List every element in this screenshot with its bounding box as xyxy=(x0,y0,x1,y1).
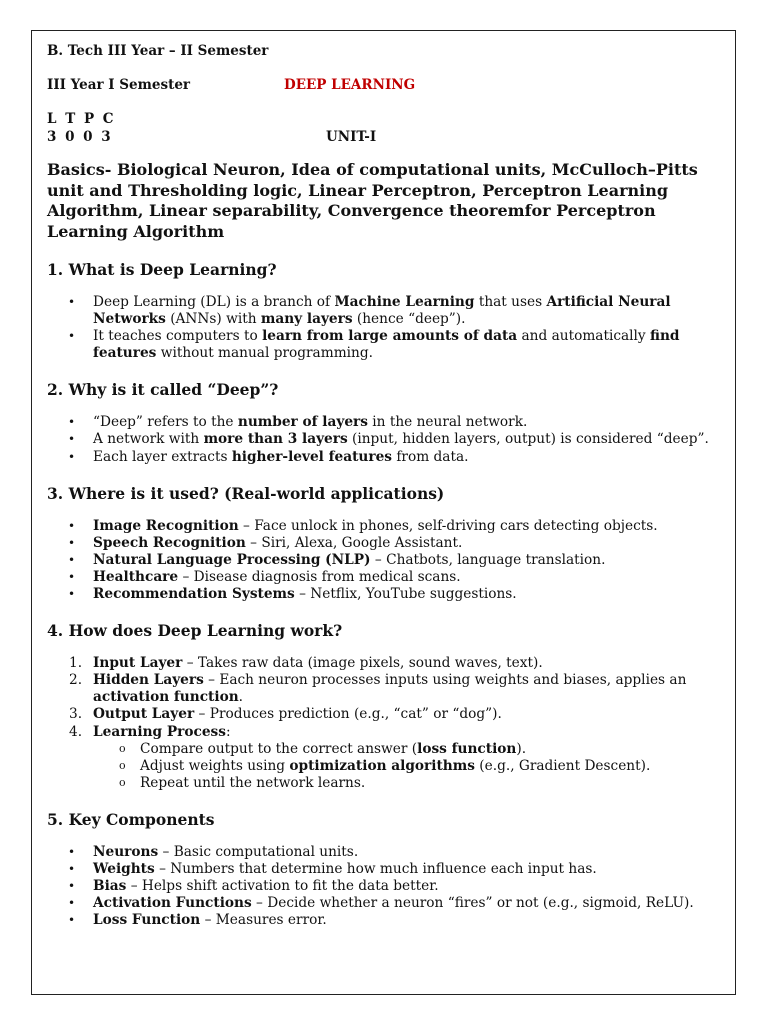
sections-container xyxy=(47,260,727,929)
bold-term: Natural Language Processing (NLP) xyxy=(93,551,371,568)
section-heading: 1. What is Deep Learning? xyxy=(47,260,277,279)
section-heading: 2. Why is it called “Deep”? xyxy=(47,380,279,400)
bold-term: Learning Process xyxy=(93,723,226,740)
text-run: from data. xyxy=(392,448,469,465)
bold-term: Loss Function xyxy=(93,912,201,929)
item-number: 1. xyxy=(69,655,83,672)
text-run: ). xyxy=(516,740,527,757)
text-run: (e.g., Gradient Descent). xyxy=(474,757,651,774)
unit-label: UNIT-I xyxy=(326,129,377,145)
text-run: (input, hidden layers, output) is considered “deep”. xyxy=(347,431,709,448)
bold-term: Activation Functions xyxy=(93,895,252,912)
numbered-list xyxy=(47,655,727,792)
bold-term: Machine Learning xyxy=(334,294,475,310)
text-run: and automatically xyxy=(517,328,651,345)
text-run: A network with xyxy=(93,431,204,448)
text-run: – Decide whether a neuron “fires” or not (e.g., sigmoid, ReLU). xyxy=(251,895,694,912)
bold-term: Speech Recognition xyxy=(93,534,246,551)
text-run: : xyxy=(225,723,231,740)
numbered-item xyxy=(69,655,727,672)
numbered-item xyxy=(69,672,727,706)
list-item xyxy=(93,912,727,929)
text-run: (hence “deep”). xyxy=(352,311,466,328)
list-item xyxy=(93,878,727,895)
bold-term: number of layers xyxy=(237,414,368,431)
numbered-item xyxy=(69,706,727,723)
list-item xyxy=(93,518,727,535)
section-heading: 3. Where is it used? (Real-world applications) xyxy=(47,483,445,503)
text-run: – Chatbots, language translation. xyxy=(370,551,606,568)
bold-term: activation function xyxy=(93,689,239,706)
bold-term: more than 3 layers xyxy=(203,431,348,448)
bullet-list xyxy=(47,294,727,362)
list-item xyxy=(93,895,727,912)
text-run: Repeat until the network learns. xyxy=(140,774,366,791)
text-run: Each layer extracts xyxy=(93,448,232,465)
sub-list xyxy=(93,741,727,792)
item-number: 4. xyxy=(69,723,83,740)
text-run: Adjust weights using xyxy=(140,757,290,774)
text-run: – Netflix, YouTube suggestions. xyxy=(294,586,517,603)
text-run: It teaches computers to xyxy=(93,328,263,345)
bold-term: Hidden Layers xyxy=(93,672,204,689)
sub-item xyxy=(140,758,727,775)
sub-item xyxy=(140,775,727,792)
list-item xyxy=(93,569,727,586)
text-run: “Deep” refers to the xyxy=(93,414,238,431)
section-heading: 4. How does Deep Learning work? xyxy=(47,621,343,641)
list-item xyxy=(93,328,727,362)
course-title: DEEP LEARNING xyxy=(284,77,416,93)
text-run: Compare output to the correct answer ( xyxy=(140,740,418,757)
list-item xyxy=(93,586,727,603)
bold-term: Input Layer xyxy=(93,655,183,672)
text-run: – Takes raw data (image pixels, sound waves, text). xyxy=(182,655,543,672)
bold-term: many layers xyxy=(260,311,353,328)
semester-row xyxy=(47,76,727,94)
item-number: 2. xyxy=(69,672,83,689)
ltpc-values: 3 0 0 3 xyxy=(47,129,113,145)
text-run: – Each neuron processes inputs using weights and biases, applies an xyxy=(203,672,687,689)
sub-item xyxy=(140,741,727,758)
list-item xyxy=(93,844,727,861)
numbered-item xyxy=(69,723,727,792)
list-item xyxy=(93,552,727,569)
document-body xyxy=(47,42,727,929)
text-run: without manual programming. xyxy=(156,345,373,362)
bold-term: Healthcare xyxy=(93,568,179,585)
ltpc-row xyxy=(47,128,727,146)
text-run: – Numbers that determine how much influence each input has. xyxy=(154,860,597,877)
section-heading: 5. Key Components xyxy=(47,809,215,829)
bold-term: loss function xyxy=(417,740,517,757)
text-run: – Basic computational units. xyxy=(158,843,359,860)
text-run: Deep Learning (DL) is a branch of xyxy=(93,294,335,310)
bold-term: learn from large amounts of data xyxy=(262,328,518,345)
bullet-list xyxy=(47,844,727,929)
item-number: 3. xyxy=(69,706,83,723)
bold-term: Weights xyxy=(93,860,155,877)
text-run: (ANNs) with xyxy=(165,311,261,328)
list-item xyxy=(93,535,727,552)
program-line: B. Tech III Year – II Semester xyxy=(47,43,269,59)
text-run: – Helps shift activation to fit the data better. xyxy=(126,878,439,895)
text-run: – Produces prediction (e.g., “cat” or “dog”). xyxy=(194,706,502,723)
bold-term: Artificial Neural Networks xyxy=(93,294,671,328)
text-run: that uses xyxy=(474,294,547,310)
text-run: – Siri, Alexa, Google Assistant. xyxy=(245,534,463,551)
list-item xyxy=(93,294,727,328)
list-item xyxy=(93,431,727,448)
bold-term: optimization algorithms xyxy=(289,757,475,774)
bold-term: Neurons xyxy=(93,843,159,860)
list-item xyxy=(93,861,727,878)
text-run: – Measures error. xyxy=(200,912,327,929)
text-run: – Face unlock in phones, self-driving cars detecting objects. xyxy=(238,517,658,534)
text-run: in the neural network. xyxy=(367,414,528,431)
bullet-list xyxy=(47,414,727,465)
bold-term: Output Layer xyxy=(93,706,195,723)
text-run: – Disease diagnosis from medical scans. xyxy=(178,568,461,585)
syllabus-topics: Basics- Biological Neuron, Idea of computational units, McCulloch–Pitts unit and Thresholding logic, Linear Perceptron, Perceptron Learning Algorithm, Linear separability, Convergence theoremfor Perceptron Learning Algorithm xyxy=(47,160,698,241)
bold-term: Image Recognition xyxy=(93,517,239,534)
bold-term: higher-level features xyxy=(231,448,393,465)
bold-term: find features xyxy=(93,328,680,362)
list-item xyxy=(93,449,727,466)
list-item xyxy=(93,414,727,431)
bold-term: Recommendation Systems xyxy=(93,586,295,603)
bold-term: Bias xyxy=(93,878,127,895)
ltpc-label: L T P C xyxy=(47,111,116,127)
semester-label: III Year I Semester xyxy=(47,77,191,93)
text-run: . xyxy=(238,689,244,706)
bullet-list xyxy=(47,518,727,603)
